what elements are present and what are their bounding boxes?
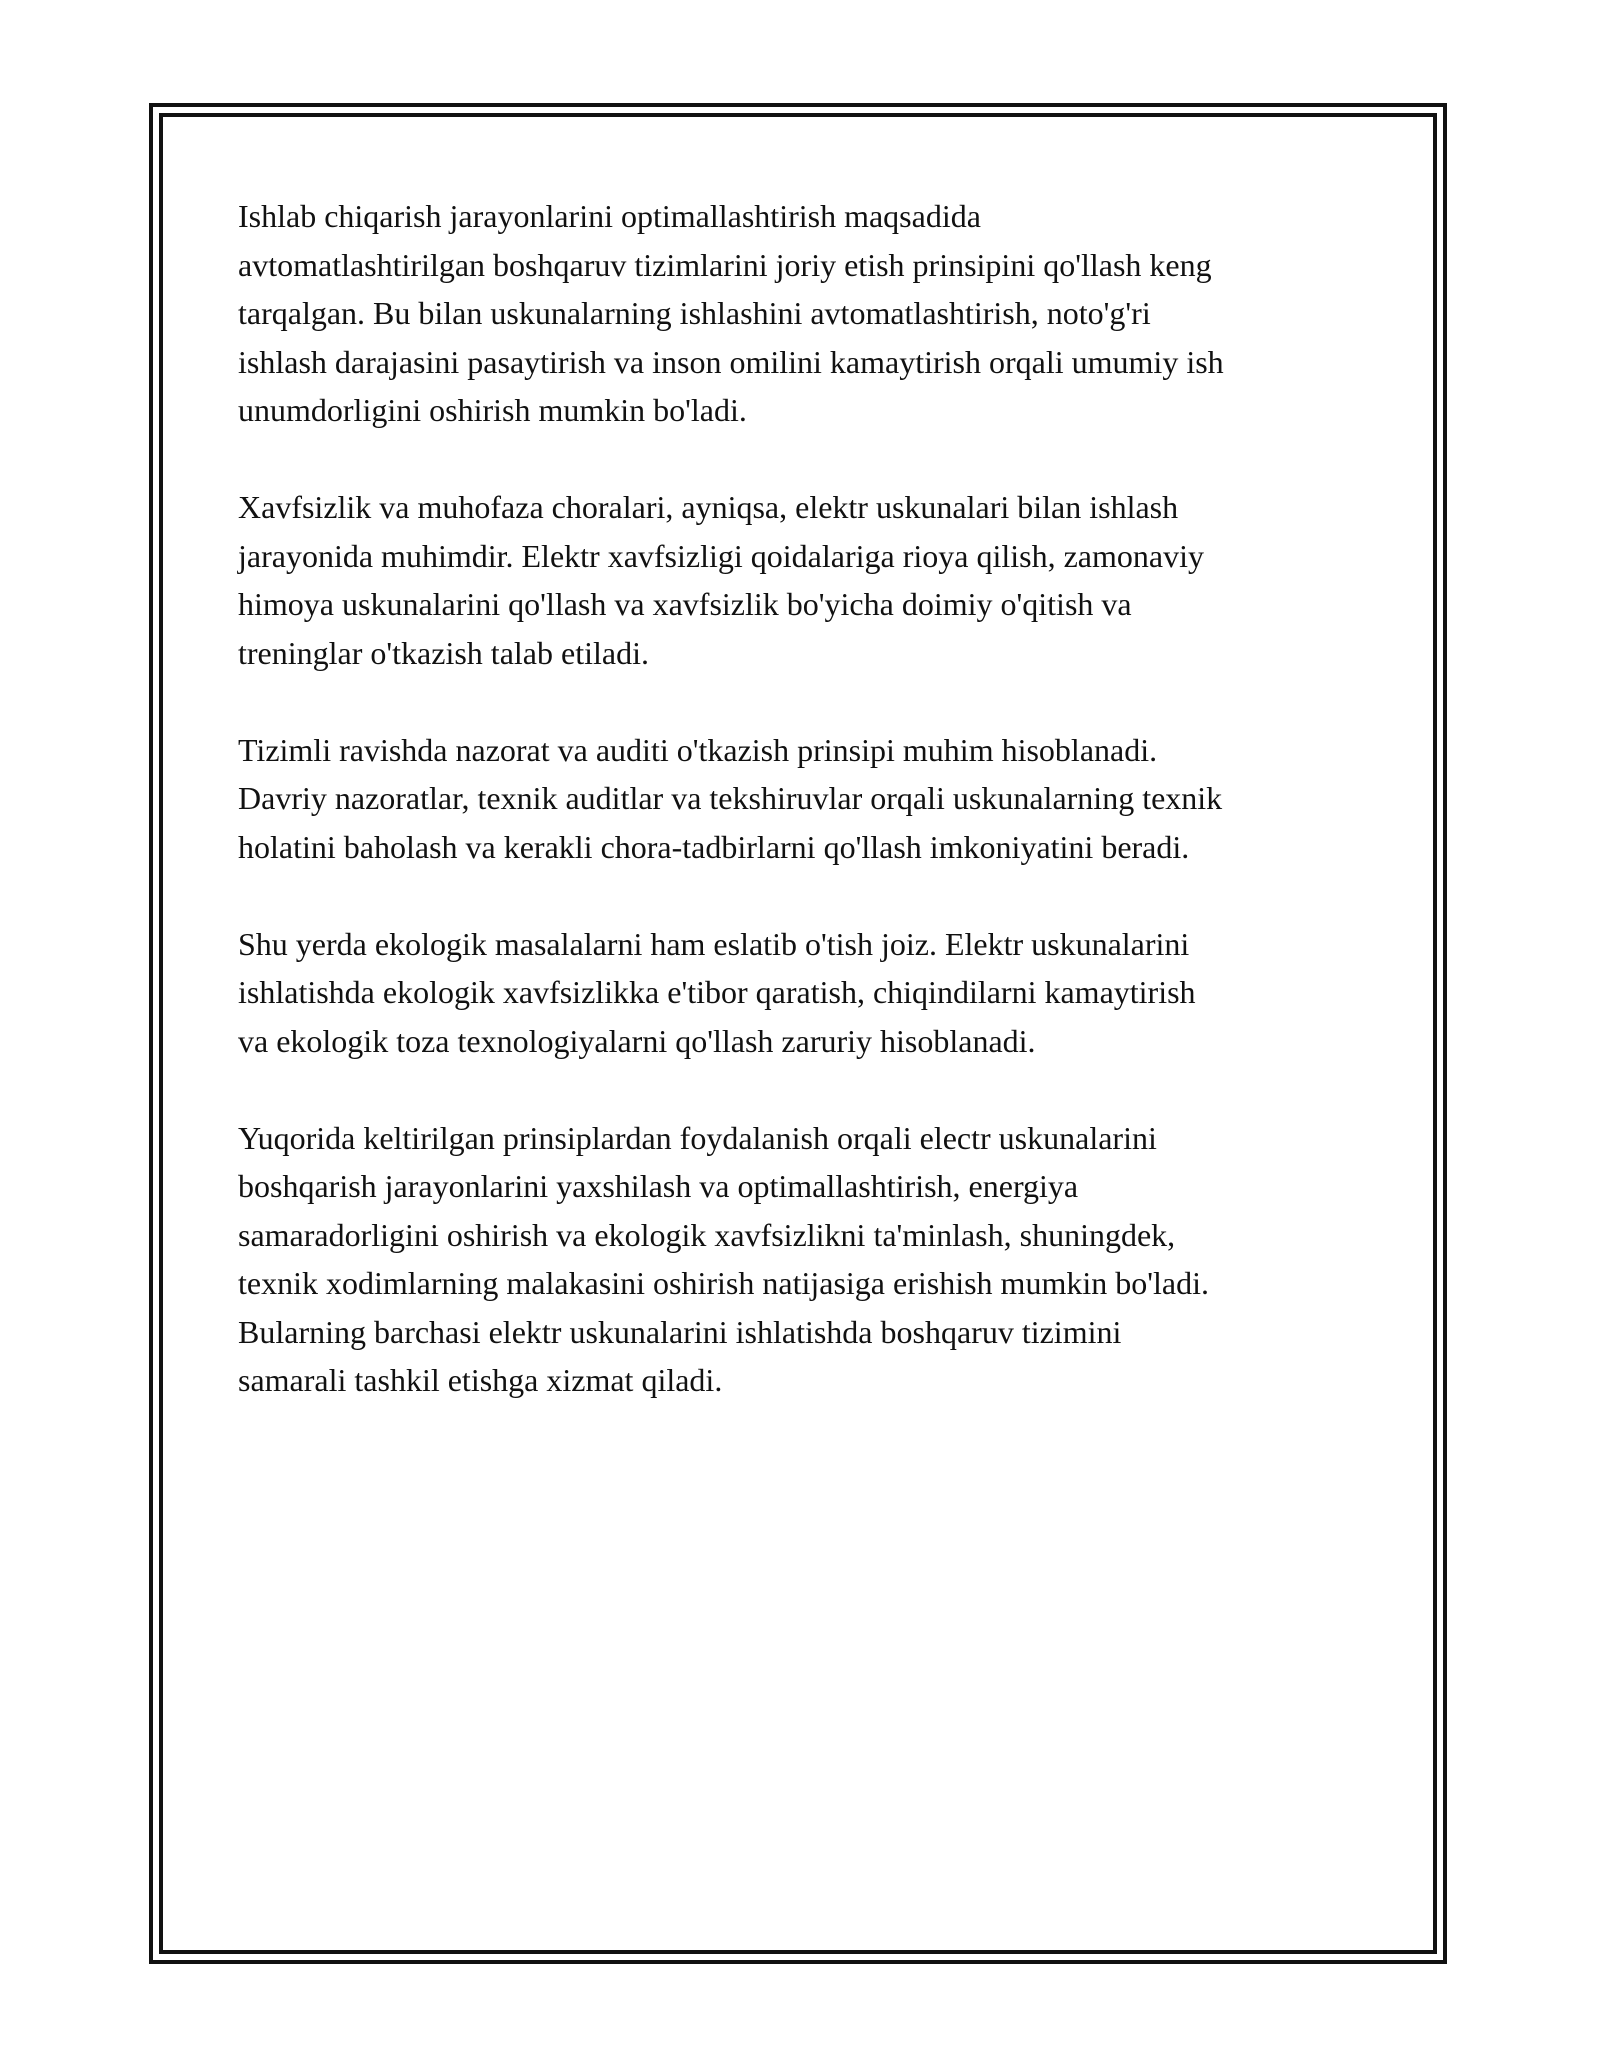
text-line: Shu yerda ekologik masalalarni ham eslatib o'tish joiz. Elektr uskunalarini: [238, 925, 1190, 962]
paragraph: [238, 726, 1378, 872]
paragraph: [238, 920, 1378, 1066]
paragraph: [238, 483, 1378, 677]
text-line: ishlatishda ekologik xavfsizlikka e'tibor qaratish, chiqindilarni kamaytirish: [238, 974, 1196, 1010]
page-border-inner: [159, 113, 1437, 1954]
text-line: texnik xodimlarning malakasini oshirish natijasiga erishish mumkin bo'ladi.: [238, 1265, 1209, 1301]
text-line: jarayonida muhimdir. Elektr xavfsizligi qoidalariga rioya qilish, zamonaviy: [238, 537, 1204, 574]
text-line: Davriy nazoratlar, texnik auditlar va tekshiruvlar orqali uskunalarning texnik: [238, 780, 1223, 816]
text-line: samarali tashkil etishga xizmat qiladi.: [238, 1362, 723, 1398]
paragraph: [238, 192, 1378, 435]
text-line: Xavfsizlik va muhofaza choralari, ayniqsa, elektr uskunalari bilan ishlash: [238, 489, 1179, 525]
text-line: ishlash darajasini pasaytirish va inson omilini kamaytirish orqali umumiy ish: [238, 343, 1224, 380]
text-line: unumdorligini oshirish mumkin bo'ladi.: [238, 392, 747, 428]
text-line: himoya uskunalarini qo'llash va xavfsizlik bo'yicha doimiy o'qitish va: [238, 586, 1132, 622]
document-body: [238, 192, 1378, 1453]
text-line: Yuqorida keltirilgan prinsiplardan foydalanish orqali electr uskunalarini: [238, 1119, 1157, 1156]
text-line: treninglar o'tkazish talab etiladi.: [238, 634, 649, 671]
text-line: va ekologik toza texnologiyalarni qo'llash zaruriy hisoblanadi.: [238, 1022, 1036, 1059]
text-line: Bularning barchasi elektr uskunalarini ishlatishda boshqaruv tizimini: [238, 1313, 1122, 1350]
text-line: boshqarish jarayonlarini yaxshilash va optimallashtirish, energiya: [238, 1168, 1079, 1204]
text-line: Tizimli ravishda nazorat va auditi o'tkazish prinsipi muhim hisoblanadi.: [238, 731, 1158, 768]
text-line: Ishlab chiqarish jarayonlarini optimallashtirish maqsadida: [238, 198, 981, 234]
page-border-outer: [149, 103, 1447, 1964]
text-line: tarqalgan. Bu bilan uskunalarning ishlashini avtomatlashtirish, noto'g'ri: [238, 295, 1151, 331]
paragraph: [238, 1114, 1378, 1405]
text-line: avtomatlashtirilgan boshqaruv tizimlarini joriy etish prinsipini qo'llash keng: [238, 246, 1212, 283]
text-line: holatini baholash va kerakli chora-tadbirlarni qo'llash imkoniyatini beradi.: [238, 828, 1190, 865]
text-line: samaradorligini oshirish va ekologik xavfsizlikni ta'minlash, shuningdek,: [238, 1216, 1176, 1253]
